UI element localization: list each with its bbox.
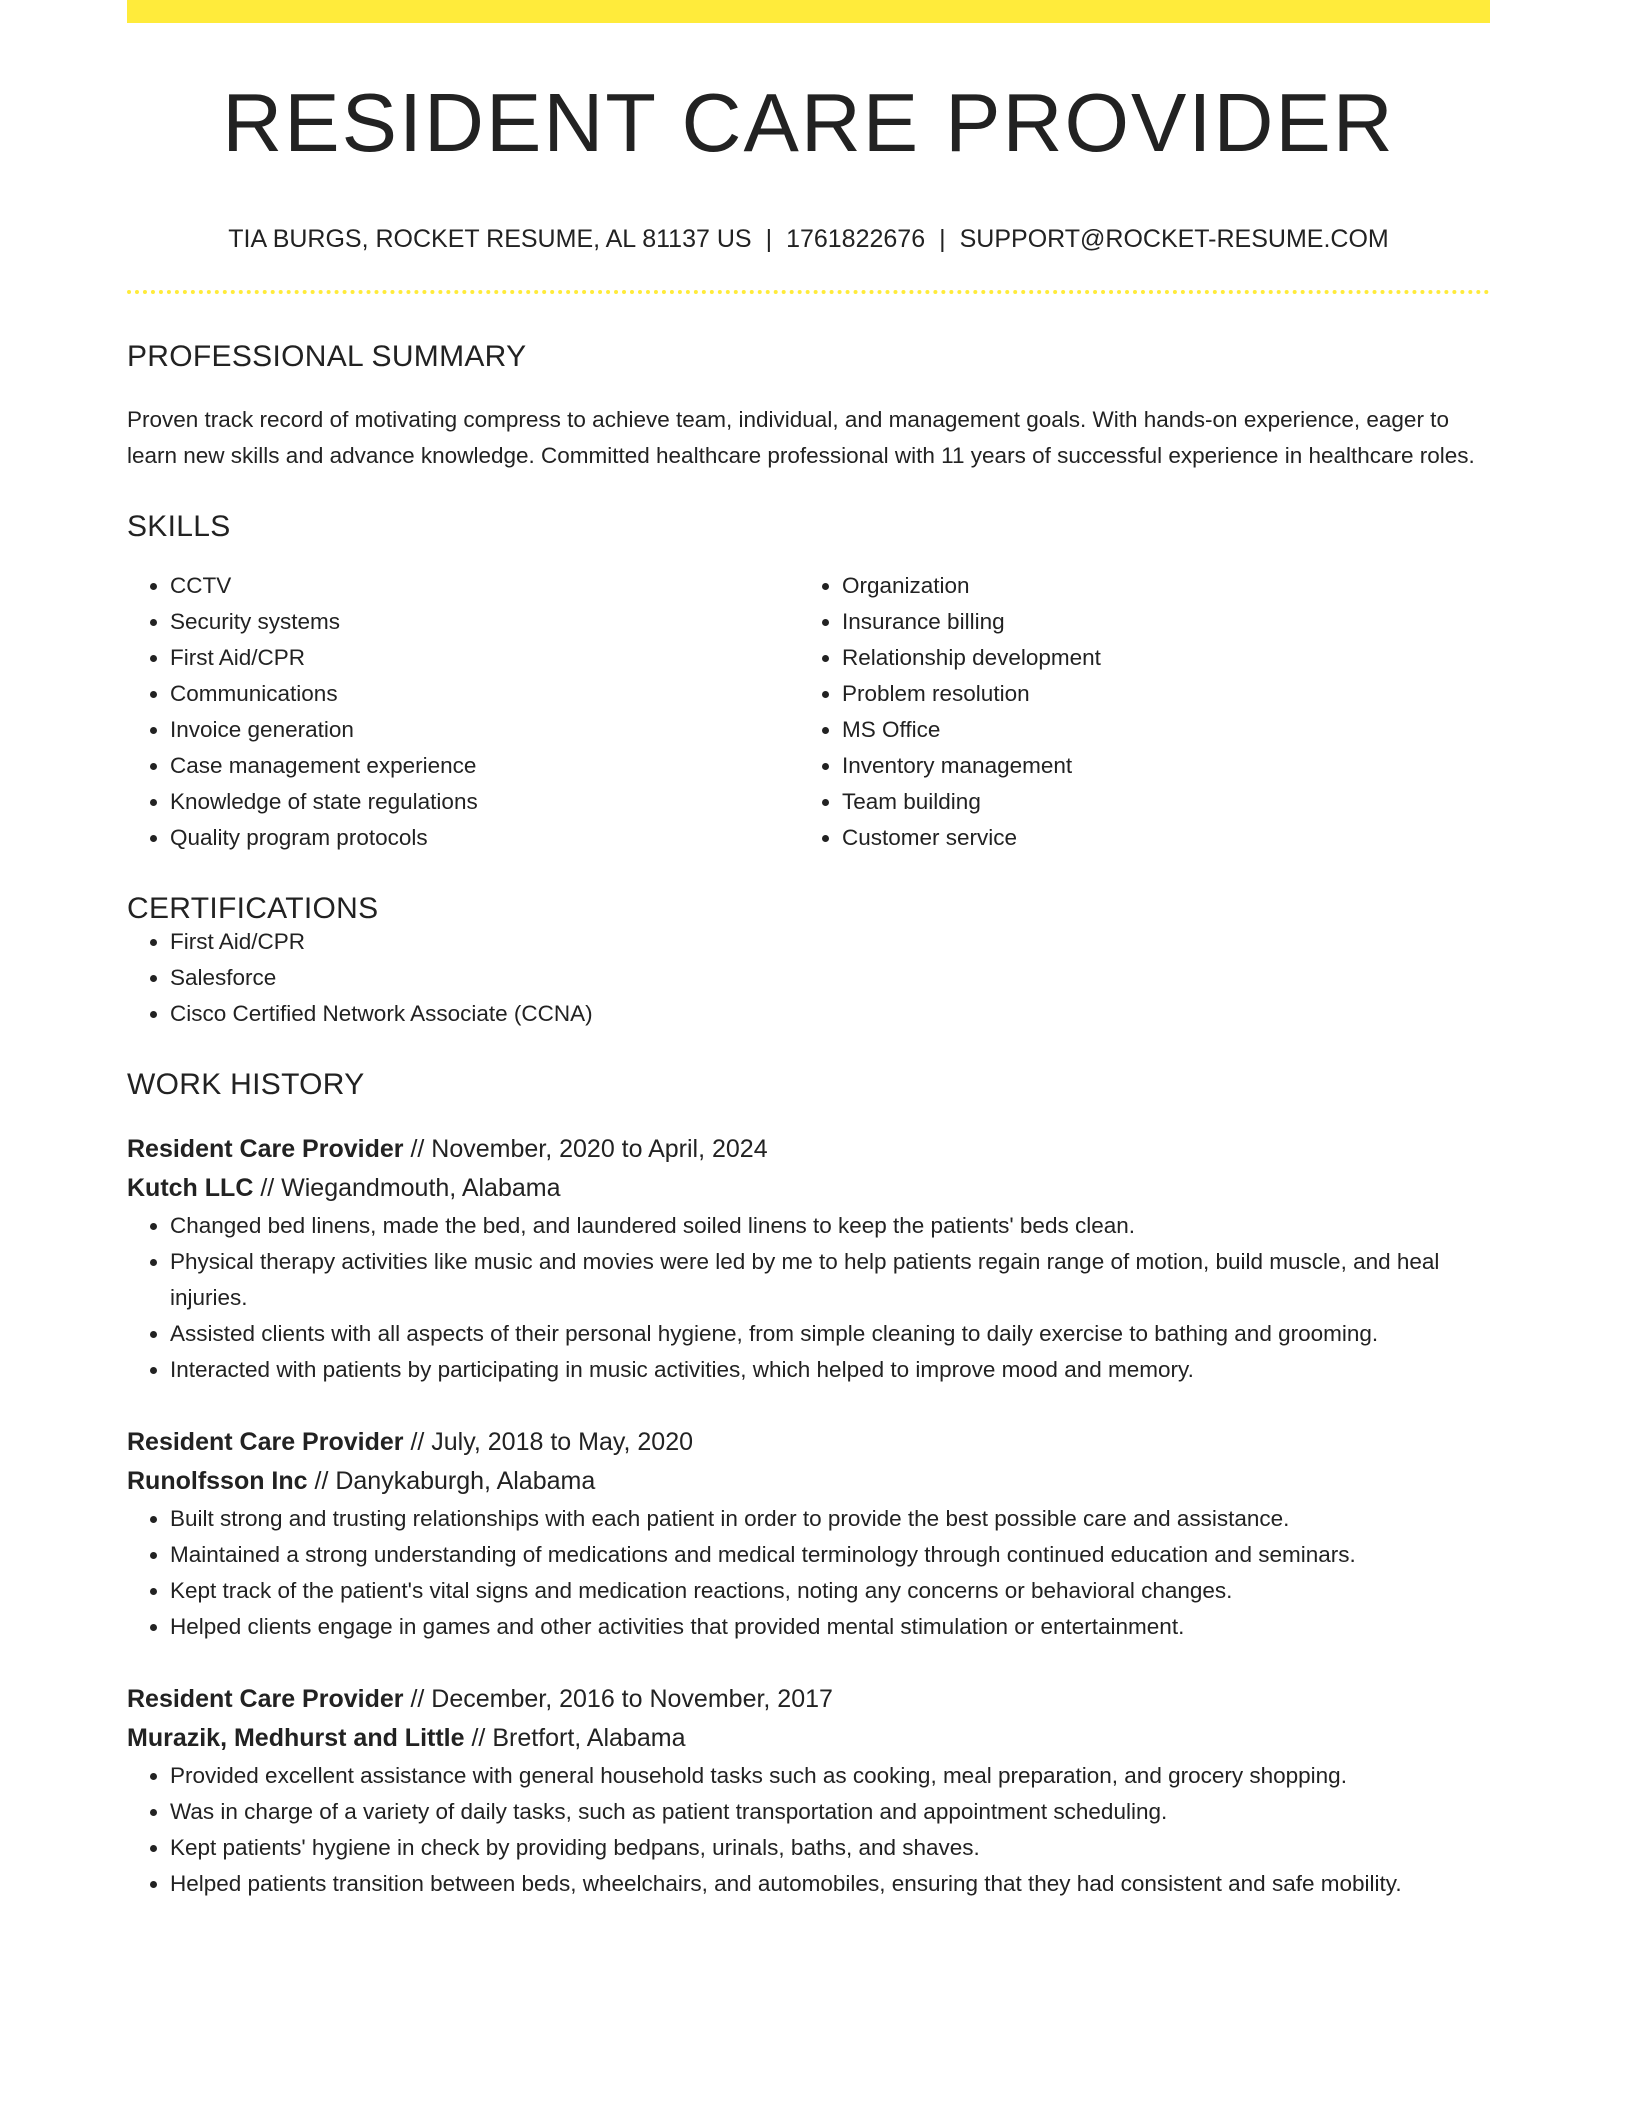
job-bullet: • Built strong and trusting relationships with each patient in order to provide the best possible care and assistance. xyxy=(170,1501,1490,1537)
skill-item: • Knowledge of state regulations xyxy=(170,784,799,820)
skills-section xyxy=(127,512,1490,856)
job-bullets xyxy=(127,1501,1490,1645)
skill-item: • Insurance billing xyxy=(842,604,1490,640)
job-role: Resident Care Provider xyxy=(127,1685,404,1713)
job-bullet: • Physical therapy activities like music and movies were led by me to help patients regain range of motion, build muscle, and heal injuries. xyxy=(170,1244,1490,1316)
skills-grid xyxy=(127,568,1490,856)
dotted-divider xyxy=(127,290,1490,294)
skill-item: • Inventory management xyxy=(842,748,1490,784)
job-bullets xyxy=(127,1758,1490,1902)
job-role-line xyxy=(127,1130,1490,1169)
contact-email: SUPPORT@ROCKET-RESUME.COM xyxy=(959,225,1389,253)
contact-line xyxy=(127,227,1490,252)
skill-item: • Team building xyxy=(842,784,1490,820)
job-dates: // July, 2018 to May, 2020 xyxy=(403,1428,694,1456)
job-dates: // December, 2016 to November, 2017 xyxy=(403,1685,833,1713)
contact-separator: | xyxy=(939,225,946,253)
job-dates: // November, 2020 to April, 2024 xyxy=(403,1135,768,1163)
job-company-line xyxy=(127,1462,1490,1501)
contact-address: TIA BURGS, ROCKET RESUME, AL 81137 US xyxy=(228,225,752,253)
job-bullet: • Changed bed linens, made the bed, and laundered soiled linens to keep the patients' beds clean. xyxy=(170,1208,1490,1244)
job-bullet: • Helped clients engage in games and other activities that provided mental stimulation or entertainment. xyxy=(170,1609,1490,1645)
job-company: Kutch LLC xyxy=(127,1174,254,1202)
skill-item: • Problem resolution xyxy=(842,676,1490,712)
resume-title: RESIDENT CARE PROVIDER xyxy=(222,76,1395,169)
work-history-section xyxy=(127,1070,1490,1902)
work-history-heading: WORK HISTORY xyxy=(127,1068,365,1101)
job-company: Runolfsson Inc xyxy=(127,1467,308,1495)
skill-item: • Organization xyxy=(842,568,1490,604)
job-bullet: • Helped patients transition between beds, wheelchairs, and automobiles, ensuring that they had consistent and safe mobility. xyxy=(170,1866,1490,1902)
job-bullet: • Was in charge of a variety of daily tasks, such as patient transportation and appointment scheduling. xyxy=(170,1794,1490,1830)
skill-item: • First Aid/CPR xyxy=(170,640,799,676)
job-bullet: • Maintained a strong understanding of medications and medical terminology through continued education and seminars. xyxy=(170,1537,1490,1573)
skill-item: • MS Office xyxy=(842,712,1490,748)
skills-list-right xyxy=(799,568,1490,856)
certification-item: • Cisco Certified Network Associate (CCNA) xyxy=(170,996,1490,1032)
skill-item: • Security systems xyxy=(170,604,799,640)
skill-item: • Quality program protocols xyxy=(170,820,799,856)
job-company-line xyxy=(127,1169,1490,1208)
contact-phone: 1761822676 xyxy=(786,225,926,253)
contact-separator: | xyxy=(765,225,773,253)
job-location: // Bretfort, Alabama xyxy=(464,1724,686,1752)
certifications-heading: CERTIFICATIONS xyxy=(127,892,379,925)
job-entry xyxy=(127,1423,1490,1645)
job-bullet: • Provided excellent assistance with general household tasks such as cooking, meal preparation, and grocery shopping. xyxy=(170,1758,1490,1794)
certifications-section xyxy=(127,894,1490,1032)
skill-item: • Case management experience xyxy=(170,748,799,784)
job-role: Resident Care Provider xyxy=(127,1135,404,1163)
job-bullet: • Kept patients' hygiene in check by providing bedpans, urinals, baths, and shaves. xyxy=(170,1830,1490,1866)
job-company-line xyxy=(127,1719,1490,1758)
certifications-list xyxy=(127,924,1490,1032)
job-bullet: • Assisted clients with all aspects of their personal hygiene, from simple cleaning to daily exercise to bathing and grooming. xyxy=(170,1316,1490,1352)
job-location: // Danykaburgh, Alabama xyxy=(307,1467,596,1495)
skill-item: • Customer service xyxy=(842,820,1490,856)
job-bullets xyxy=(127,1208,1490,1388)
job-entry xyxy=(127,1680,1490,1902)
skill-item: • CCTV xyxy=(170,568,799,604)
summary-text: Proven track record of motivating compress to achieve team, individual, and management goals. With hands-on experience, eager to learn new skills and advance knowledge. Committed healthcare professional with 11 years of successful experience in healthcare roles. xyxy=(127,407,1475,468)
job-role-line xyxy=(127,1680,1490,1719)
skill-item: • Invoice generation xyxy=(170,712,799,748)
certification-item: • Salesforce xyxy=(170,960,1490,996)
certification-item: • First Aid/CPR xyxy=(170,924,1490,960)
skills-heading: SKILLS xyxy=(127,510,231,543)
job-role-line xyxy=(127,1423,1490,1462)
job-company: Murazik, Medhurst and Little xyxy=(127,1724,465,1752)
job-bullet: • Interacted with patients by participating in music activities, which helped to improve mood and memory. xyxy=(170,1352,1490,1388)
summary-heading: PROFESSIONAL SUMMARY xyxy=(127,340,527,373)
job-entry xyxy=(127,1130,1490,1388)
accent-bar xyxy=(127,0,1490,23)
resume-page xyxy=(127,0,1490,1902)
summary-section xyxy=(127,342,1490,474)
job-location: // Wiegandmouth, Alabama xyxy=(253,1174,561,1202)
job-bullet: • Kept track of the patient's vital signs and medication reactions, noting any concerns or behavioral changes. xyxy=(170,1573,1490,1609)
job-role: Resident Care Provider xyxy=(127,1428,404,1456)
skills-list-left xyxy=(127,568,799,856)
skill-item: • Relationship development xyxy=(842,640,1490,676)
skill-item: • Communications xyxy=(170,676,799,712)
